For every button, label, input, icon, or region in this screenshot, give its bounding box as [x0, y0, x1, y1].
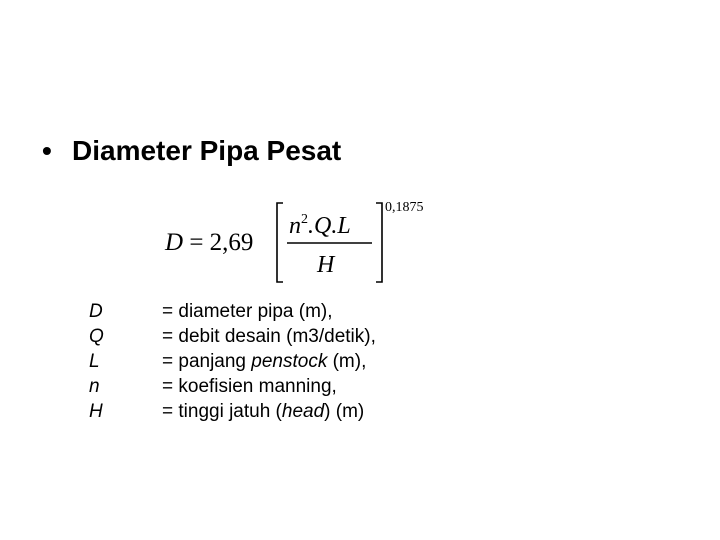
- formula-denominator: H: [317, 252, 335, 278]
- symbol-q: Q: [89, 326, 104, 347]
- definition-d: = diameter pipa (m),: [162, 301, 333, 322]
- slide-title: Diameter Pipa Pesat: [72, 135, 342, 166]
- formula-exponent: 0,1875: [385, 200, 424, 215]
- definition-l: = panjang penstock (m),: [162, 351, 367, 372]
- formula-lhs: D = 2,69: [165, 229, 254, 256]
- definition-n: = koefisien manning,: [162, 376, 337, 397]
- definition-h: = tinggi jatuh (head) (m): [162, 401, 365, 422]
- symbol-l: L: [89, 351, 100, 372]
- formula-numerator: $n^2.Q.L$: [289, 212, 351, 239]
- slide-heading: [42, 133, 341, 169]
- left-bracket: [277, 203, 283, 282]
- symbol-d: D: [89, 301, 103, 322]
- formula-svg: [165, 195, 445, 290]
- definition-list: [162, 299, 376, 424]
- definition-q: = debit desain (m3/detik),: [162, 326, 376, 347]
- right-bracket: [376, 203, 382, 282]
- bullet-icon: •: [42, 135, 52, 166]
- formula: [165, 195, 445, 290]
- symbol-n: n: [89, 376, 100, 397]
- symbol-h: H: [89, 401, 103, 422]
- symbol-list: [89, 299, 104, 424]
